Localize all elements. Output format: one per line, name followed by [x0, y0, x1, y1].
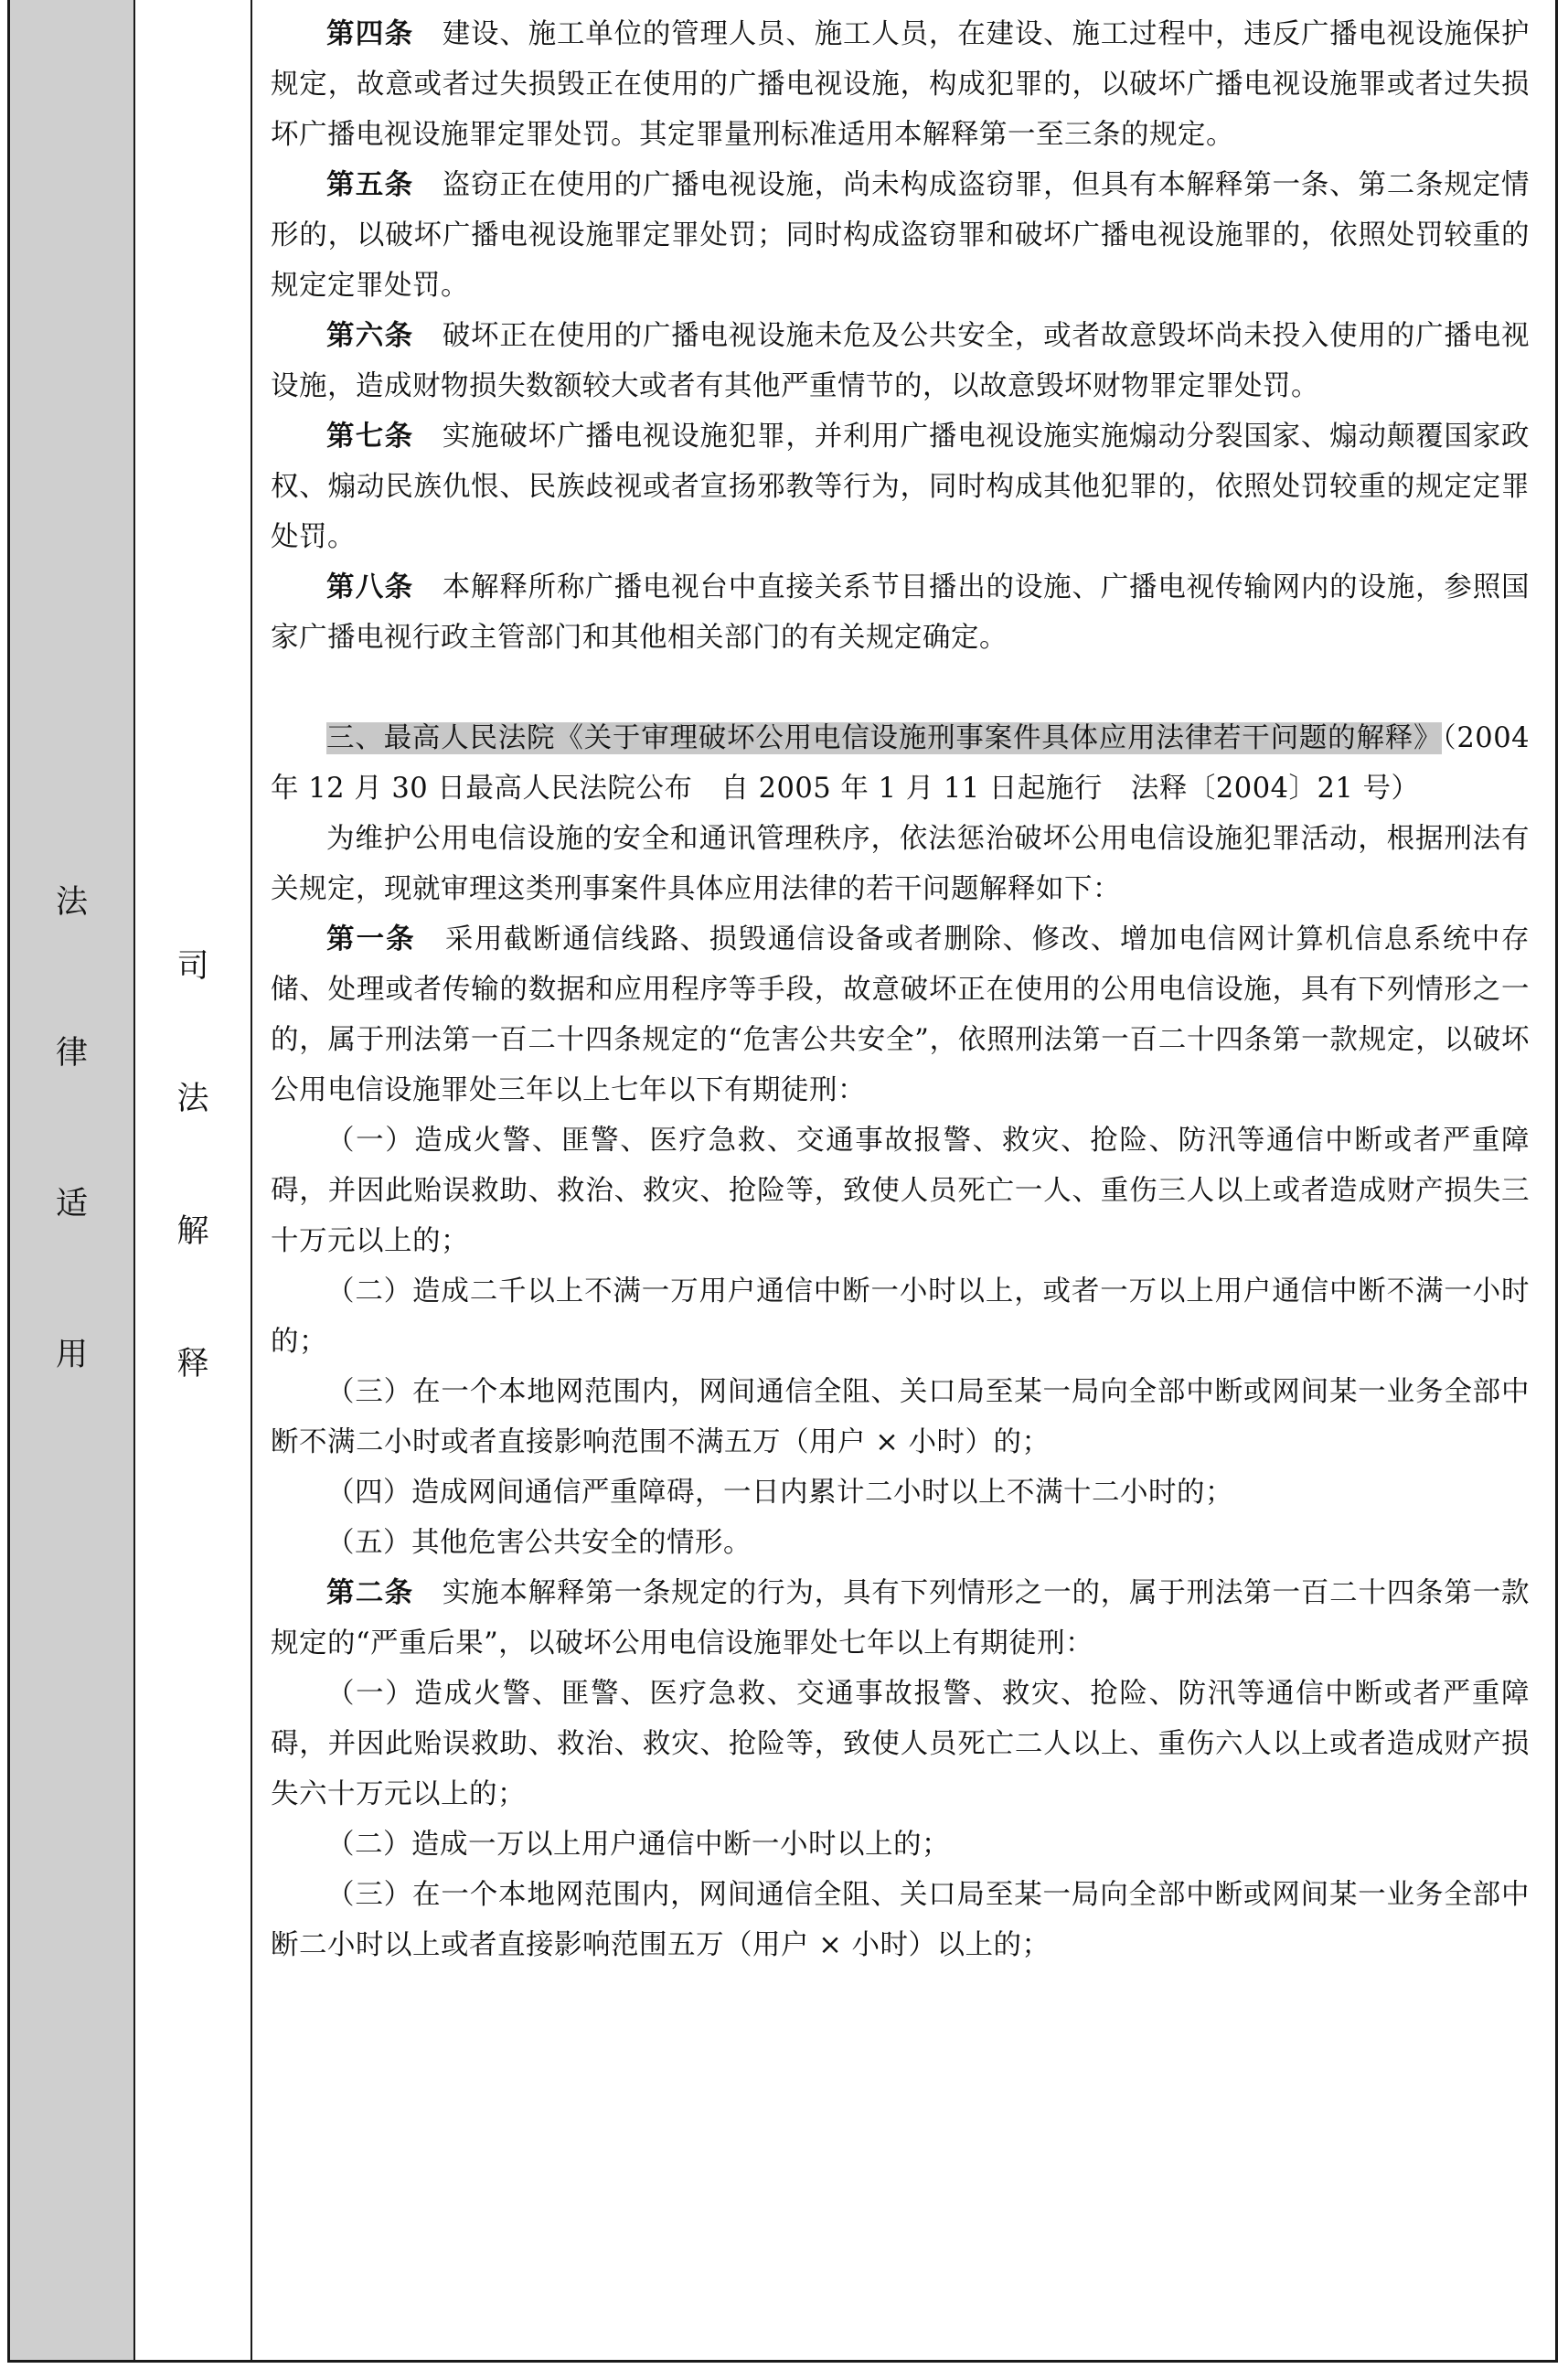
category-char: 法: [55, 884, 88, 921]
subcategory-char: 释: [176, 1346, 209, 1382]
article-text: 实施本解释第一条规定的行为，具有下列情形之一的，属于刑法第一百二十四条第一款规定的“严重后果”，以破坏公用电信设施罪处七年以上有期徒刑：: [271, 1577, 1531, 1659]
article-text: 本解释所称广播电视台中直接关系节目播出的设施、广播电视传输网内的设施，参照国家广播电视行政主管部门和其他相关部门的有关规定确定。: [271, 571, 1531, 654]
list-item: （三）在一个本地网范围内，网间通信全阻、关口局至某一局向全部中断或网间某一业务全部中断不满二小时或者直接影响范围不满五万（用户 × 小时）的；: [271, 1376, 1530, 1458]
content-column: [252, 0, 1555, 2360]
subcategory-label: [135, 948, 251, 1382]
article-paragraph: [271, 914, 1530, 1115]
article-label: 第一条: [326, 923, 416, 955]
article-label: 第四条: [326, 18, 414, 50]
list-item: （四）造成网间通信严重障碍，一日内累计二小时以上不满十二小时的；: [326, 1477, 1233, 1509]
article-paragraph: [271, 411, 1530, 562]
subcategory-column: [135, 0, 252, 2360]
list-item: （二）造成二千以上不满一万用户通信中断一小时以上，或者一万以上用户通信中断不满一小时的；: [271, 1275, 1530, 1358]
article-text: 破坏正在使用的广播电视设施未危及公共安全，或者故意毁坏尚未投入使用的广播电视设施，造成财物损失数额较大或者有其他严重情节的，以故意毁坏财物罪定罪处罚。: [271, 320, 1531, 402]
article-paragraph: [271, 311, 1530, 411]
category-char: 适: [55, 1186, 88, 1222]
list-item: （一）造成火警、匪警、医疗急救、交通事故报警、救灾、抢险、防汛等通信中断或者严重障碍，并因此贻误救助、救治、救灾、抢险等，致使人员死亡二人以上、重伤六人以上或者造成财产损失六十万元以上的；: [271, 1678, 1530, 1810]
category-char: 律: [55, 1035, 88, 1072]
list-item: （五）其他危害公共安全的情形。: [326, 1527, 752, 1559]
article-paragraph: [271, 9, 1530, 160]
section-heading: [271, 713, 1530, 814]
article-label: 第七条: [326, 421, 414, 453]
article-label: 第五条: [326, 169, 414, 201]
article-paragraph: [271, 562, 1530, 663]
article-text: 盗窃正在使用的广播电视设施，尚未构成盗窃罪，但具有本解释第一条、第二条规定情形的，以破坏广播电视设施罪定罪处罚；同时构成盗窃罪和破坏广播电视设施罪的，依照处罚较重的规定定罪处罚。: [271, 169, 1531, 302]
list-item: （二）造成一万以上用户通信中断一小时以上的；: [326, 1829, 950, 1861]
article-label: 第八条: [326, 571, 414, 603]
list-item: （一）造成火警、匪警、医疗急救、交通事故报警、救灾、抢险、防汛等通信中断或者严重障碍，并因此贻误救助、救治、救灾、抢险等，致使人员死亡一人、重伤三人以上或者造成财产损失三十万元以上的；: [271, 1125, 1530, 1257]
section-spacer: [271, 663, 1530, 713]
category-column: [10, 0, 135, 2360]
subcategory-char: 解: [176, 1213, 209, 1250]
article-label: 第六条: [326, 320, 414, 352]
article-text: 建设、施工单位的管理人员、施工人员，在建设、施工过程中，违反广播电视设施保护规定，故意或者过失损毁正在使用的广播电视设施，构成犯罪的，以破坏广播电视设施罪或者过失损坏广播电视设施罪定罪处罚。其定罪量刑标准适用本解释第一至三条的规定。: [271, 18, 1531, 151]
article-label: 第二条: [326, 1577, 414, 1609]
section-source-note: （2004 年 12 月 30 日最高人民法院公布 自 2005 年 1 月 11 日起施行 法释〔2004〕21 号）: [271, 722, 1531, 805]
article-paragraph: [271, 1568, 1530, 1669]
article-text: 实施破坏广播电视设施犯罪，并利用广播电视设施实施煽动分裂国家、煽动颠覆国家政权、煽动民族仇恨、民族歧视或者宣扬邪教等行为，同时构成其他犯罪的，依照处罚较重的规定定罪处罚。: [271, 421, 1531, 553]
document-table: [7, 0, 1558, 2363]
article-paragraph: [271, 160, 1530, 311]
section-title: 三、最高人民法院《关于审理破坏公用电信设施刑事案件具体应用法律若干问题的解释》: [326, 722, 1443, 754]
subcategory-char: 司: [176, 948, 209, 985]
category-char: 用: [55, 1337, 88, 1373]
subcategory-char: 法: [176, 1081, 209, 1117]
preamble: 为维护公用电信设施的安全和通讯管理秩序，依法惩治破坏公用电信设施犯罪活动，根据刑法有关规定，现就审理这类刑事案件具体应用法律的若干问题解释如下：: [271, 823, 1530, 905]
article-text: 采用截断通信线路、损毁通信设备或者删除、修改、增加电信网计算机信息系统中存储、处理或者传输的数据和应用程序等手段，故意破坏正在使用的公用电信设施，具有下列情形之一的，属于刑法第一百二十四条规定的“危害公共安全”，依照刑法第一百二十四条第一款规定，以破坏公用电信设施罪处三年以上七年以下有期徒刑：: [271, 923, 1531, 1106]
category-label: [10, 884, 133, 1373]
list-item: （三）在一个本地网范围内，网间通信全阻、关口局至某一局向全部中断或网间某一业务全部中断二小时以上或者直接影响范围五万（用户 × 小时）以上的；: [271, 1879, 1530, 1961]
